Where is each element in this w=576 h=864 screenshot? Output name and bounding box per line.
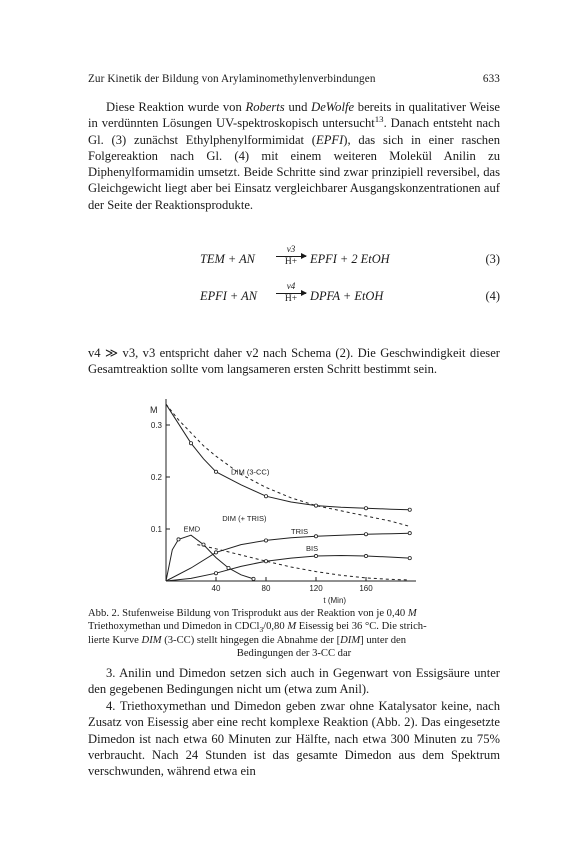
running-head bbox=[88, 73, 500, 85]
eq3-number: (3) bbox=[485, 252, 500, 266]
eq3-lhs-text: TEM + AN bbox=[200, 252, 255, 266]
kinetics-chart bbox=[138, 395, 428, 605]
p1-text-e: ), das sich in einer raschen Folgereaktion nach Gl. (4) mit einem weiteren Molekül Anilin zu Diphenylformamidin umsetzt. Beide Schritte sind zwar prinzipiell reversibel, das Gleichgewicht liegt aber bei Einsatz vergleichbarer Ausgangskonzentrationen auf der Seite der Reaktionsprodukte. bbox=[88, 132, 500, 212]
eq3-arrow bbox=[276, 244, 306, 268]
series-label-bis: BIS bbox=[306, 543, 319, 553]
eq4-rhs bbox=[310, 289, 383, 304]
series-line-tris bbox=[166, 533, 410, 581]
data-point bbox=[189, 442, 192, 445]
data-point bbox=[214, 470, 217, 473]
page-number: 633 bbox=[482, 73, 500, 85]
data-point bbox=[408, 532, 411, 535]
eq3-lhs bbox=[200, 252, 255, 267]
data-point bbox=[364, 507, 367, 510]
paragraph-3: 3. Anilin und Dimedon setzen sich auch in Gegenwart von Essigsäure unter den gegebenen Bedingungen nicht um (etwa zum Anil). bbox=[88, 666, 500, 697]
p1-text-a: Diese Reaktion wurde von bbox=[106, 100, 246, 114]
eq3-catalyst: H+ bbox=[284, 257, 298, 267]
x-tick-label: 120 bbox=[309, 584, 323, 593]
eq4-number: (4) bbox=[485, 289, 500, 303]
figure-2 bbox=[138, 395, 428, 605]
caption-l3a: lierte Kurve bbox=[88, 634, 142, 646]
caption-l3d: DIM bbox=[340, 634, 361, 646]
data-point bbox=[314, 504, 317, 507]
p1-text-b: und bbox=[284, 100, 312, 114]
p1-text-c: bereits in qualitativer Weise in verdünnten Lösungen UV-spektroskopisch untersucht bbox=[88, 100, 500, 131]
eq3-rate: v3 bbox=[286, 244, 296, 254]
data-point bbox=[177, 538, 180, 541]
caption-l2c: M bbox=[287, 621, 297, 633]
series-label-dim-tris: DIM (+ TRIS) bbox=[222, 514, 267, 524]
eq4-lhs-text: EPFI + AN bbox=[200, 289, 257, 303]
eq4-rate: v4 bbox=[286, 281, 296, 291]
running-title: Zur Kinetik der Bildung von Arylaminomethylenverbindungen bbox=[88, 73, 376, 85]
equation-4 bbox=[88, 281, 500, 311]
caption-l3e: ] unter den bbox=[360, 634, 407, 646]
series-line-bis bbox=[166, 556, 410, 582]
data-point bbox=[252, 577, 255, 580]
paragraph-2: v4 ≫ v3, v3 entspricht daher v2 nach Schema (2). Die Geschwindigkeit dieser Gesamtreaktion sollte vom langsameren ersten Schritt bestimmt sein. bbox=[88, 346, 500, 377]
eq4-lhs bbox=[200, 289, 257, 304]
y-tick-label: 0.3 bbox=[150, 421, 162, 430]
caption-line-1 bbox=[88, 607, 500, 620]
data-point bbox=[214, 572, 217, 575]
data-point bbox=[214, 551, 217, 554]
eq3-rhs-text: EPFI + 2 EtOH bbox=[310, 252, 390, 266]
eq3-arrow-line bbox=[276, 256, 306, 257]
caption-l2sub: 3 bbox=[259, 625, 264, 635]
data-point bbox=[364, 533, 367, 536]
data-point bbox=[314, 554, 317, 557]
caption-l1b: M bbox=[407, 608, 417, 619]
caption-l2d: Eisessig bei 36 °C. Die strich- bbox=[296, 621, 427, 633]
data-point bbox=[314, 535, 317, 538]
caption-l1a: Abb. 2. Stufenweise Bildung von Trisprodukt aus der Reaktion von je 0,40 bbox=[88, 608, 408, 619]
series-label-emd: EMD bbox=[183, 524, 201, 534]
eq4-arrow bbox=[276, 281, 306, 305]
x-tick-label: 80 bbox=[261, 584, 271, 593]
eq4-rhs-text: DPFA + EtOH bbox=[310, 289, 384, 303]
caption-line-4: Bedingungen der 3-CC dar bbox=[236, 647, 352, 659]
series-line-dim-tris bbox=[166, 404, 410, 510]
eq4-arrow-line bbox=[276, 293, 306, 294]
reference-13: 13 bbox=[374, 114, 384, 125]
paragraph-1 bbox=[88, 99, 500, 213]
x-tick-label: 160 bbox=[359, 584, 373, 593]
data-point bbox=[408, 508, 411, 511]
figure-caption bbox=[88, 607, 500, 660]
data-point bbox=[408, 557, 411, 560]
caption-l2b: /0,80 bbox=[263, 621, 288, 633]
caption-line-3 bbox=[88, 634, 500, 647]
caption-l2a: Triethoxymethan und Dimedon in CDCl bbox=[88, 621, 260, 633]
caption-line-2 bbox=[88, 620, 500, 633]
eq3-rhs bbox=[310, 252, 390, 267]
data-point bbox=[264, 539, 267, 542]
series-line-unlabeled bbox=[197, 545, 409, 580]
x-tick-label: 40 bbox=[211, 584, 221, 593]
p1-text-d: . Danach entsteht nach Gl. (3) zunächst Ethylphenylformimidat ( bbox=[88, 116, 500, 147]
caption-l3c: (3-CC) stellt hingegen die Abnahme der [ bbox=[161, 634, 341, 646]
data-point bbox=[264, 495, 267, 498]
series-label-dim-3-cc: DIM (3-CC) bbox=[231, 467, 270, 477]
paragraph-4: 4. Triethoxymethan und Dimedon geben zwar ohne Katalysator keine, nach Zusatz von Eisessig aber eine recht komplexe Reaktion (Abb. 2). Das eingesetzte Dimedon ist nach etwa 60 Minuten zur Hälfte, nach etwa 300 Minuten zu 75% verbraucht. Nach 24 Stunden ist das gesamte Dimedon aus dem Spektrum verschwunden, während etwa ein bbox=[88, 699, 500, 779]
author-roberts: Roberts bbox=[245, 100, 285, 114]
equation-3 bbox=[88, 244, 500, 274]
y-tick-label: 0.1 bbox=[150, 525, 162, 534]
abbr-epfi: EPFI bbox=[316, 132, 344, 147]
data-point bbox=[264, 560, 267, 563]
caption-l3b: DIM bbox=[141, 634, 162, 646]
series-label-tris: TRIS bbox=[291, 527, 309, 537]
x-axis-label: t (Min) bbox=[323, 596, 347, 605]
data-point bbox=[364, 554, 367, 557]
eq4-catalyst: H+ bbox=[284, 294, 298, 304]
author-dewolfe: DeWolfe bbox=[311, 100, 355, 114]
y-tick-label: 0.2 bbox=[150, 473, 162, 482]
y-axis-label: M bbox=[150, 405, 158, 415]
